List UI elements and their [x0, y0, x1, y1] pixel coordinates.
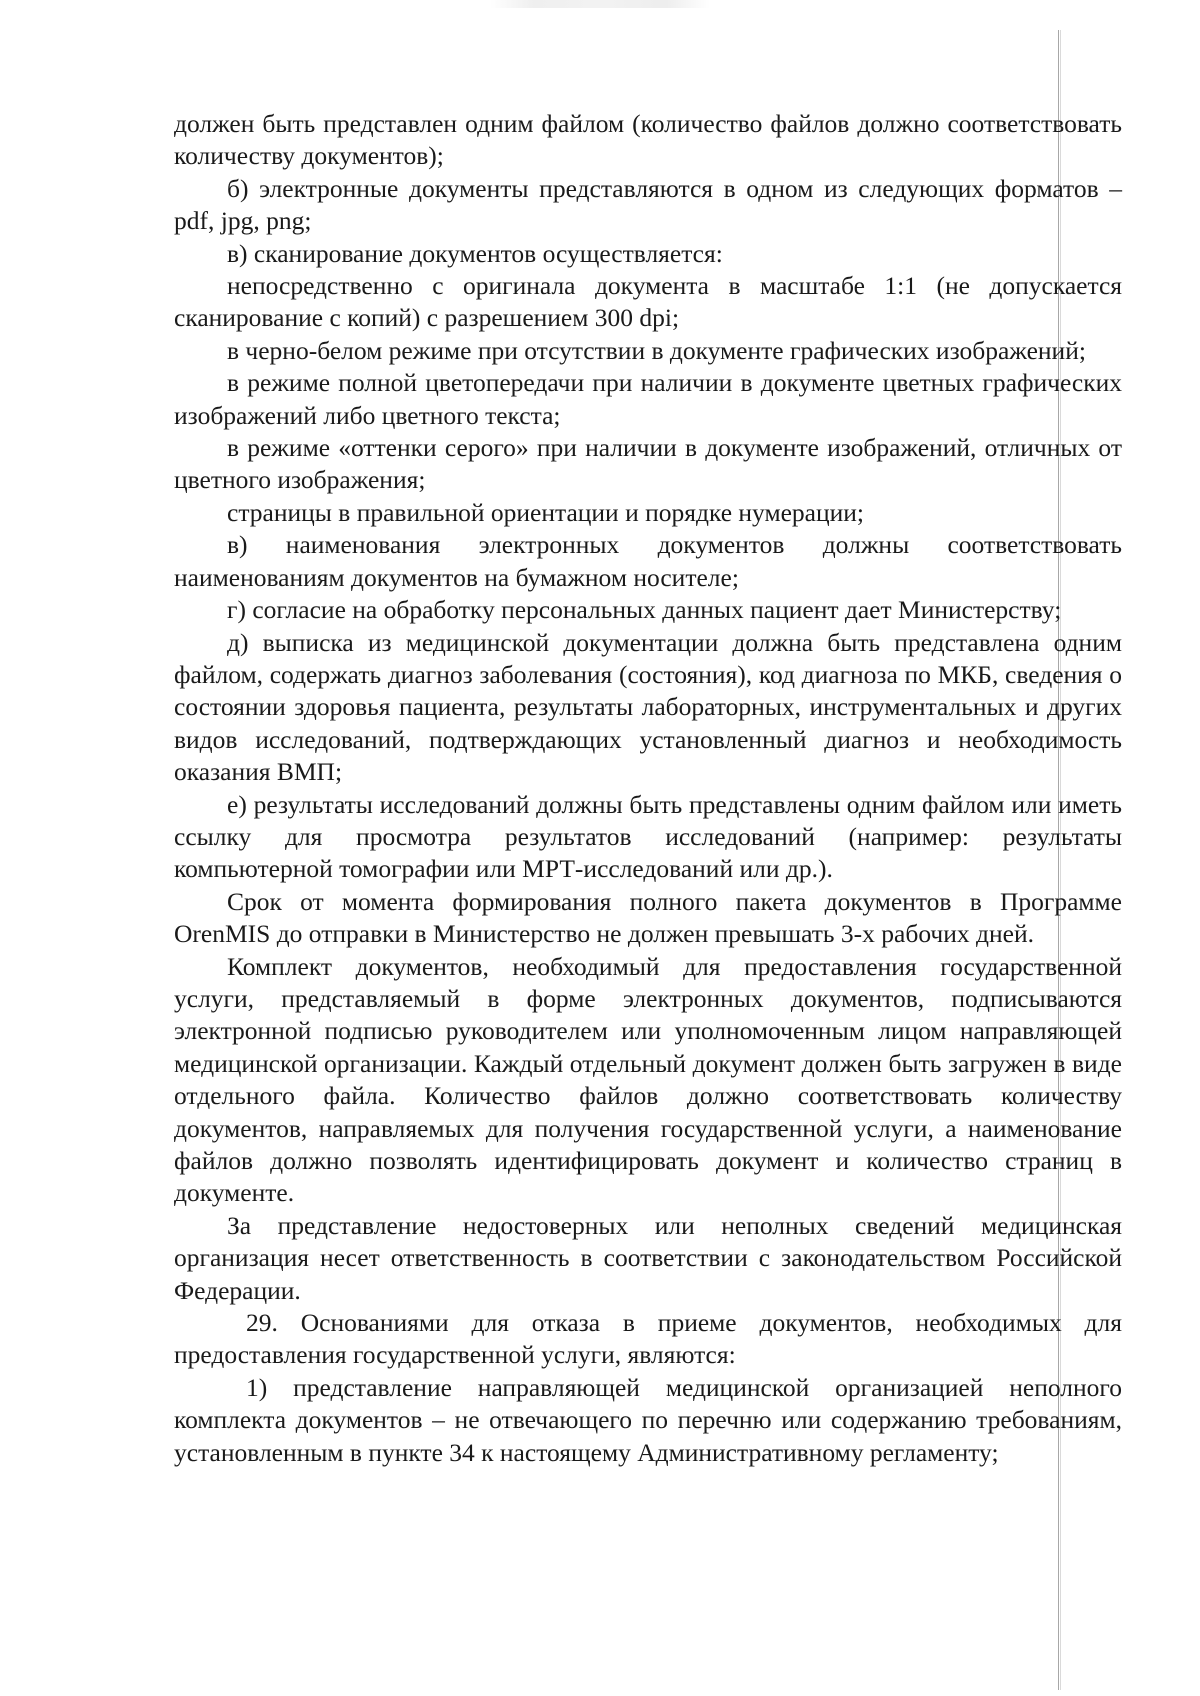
- paragraph-deadline: Срок от момента формирования полного пакета документов в Программе OrenMIS до отправки в Министерство не должен превышать 3-х рабочих дней.: [174, 886, 1122, 949]
- scan-artifact-top: [490, 0, 710, 8]
- paragraph-scan-bw: в черно-белом режиме при отсутствии в документе графических изображений;: [227, 335, 1086, 365]
- paragraph-files-continuation: должен быть представлен одним файлом (количество файлов должно соответствовать количеству документов);: [174, 109, 1122, 171]
- paragraph-responsibility: За представление недостоверных или неполных сведений медицинская организация несет ответственность в соответствии с законодательством Российской Федерации.: [174, 1210, 1122, 1305]
- paragraph-scan-original: непосредственно с оригинала документа в масштабе 1:1 (не допускается сканирование с копий) с разрешением 300 dpi;: [174, 271, 1122, 333]
- document-body: [174, 108, 1122, 1469]
- paragraph-refusal-reason-1: 1) представление направляющей медицинской организацией неполного комплекта документов – не отвечающего по перечню или содержанию требованиям, установленным в пункте 34 к настоящему Административному регламенту;: [174, 1372, 1122, 1467]
- paragraph-section-29: 29. Основаниями для отказа в приеме документов, необходимых для предоставления государственной услуги, являются:: [174, 1308, 1122, 1370]
- paragraph-document-set: Комплект документов, необходимый для предоставления государственной услуги, представляемый в форме электронных документов, подписываются электронной подписью руководителем или уполномоченным лицом направляющей медицинской организации. Каждый отдельный документ должен быть загружен в виде отдельного файла. Количество файлов должно соответствовать количеству документов, направляемых для получения государственной услуги, а наименование файлов должно позволять идентифицировать документ и количество страниц в документе.: [174, 951, 1122, 1208]
- paragraph-item-e-results: е) результаты исследований должны быть представлены одним файлом или иметь ссылку для просмотра результатов исследований (например: результаты компьютерной томографии или МРТ-исследований или др.).: [174, 789, 1122, 884]
- paragraph-item-v-names: в) наименования электронных документов должны соответствовать наименованиям документов на бумажном носителе;: [174, 530, 1122, 592]
- paragraph-scan-color: в режиме полной цветопередачи при наличии в документе цветных графических изображений либо цветного текста;: [174, 368, 1122, 430]
- paragraph-item-g-consent: г) согласие на обработку персональных данных пациент дает Министерству;: [227, 595, 1062, 625]
- paragraph-item-d-extract: д) выписка из медицинской документации должна быть представлена одним файлом, содержать диагноз заболевания (состояния), код диагноза по МКБ, сведения о состоянии здоровья пациента, результаты лабораторных, инструментальных и других видов исследований, подтверждающих установленный диагноз и необходимость оказания ВМП;: [174, 627, 1122, 787]
- paragraph-item-b-formats: б) электронные документы представляются в одном из следующих форматов – pdf, jpg, png;: [174, 173, 1122, 236]
- paragraph-item-v-scanning: в) сканирование документов осуществляется:: [227, 238, 723, 268]
- paragraph-scan-grayscale: в режиме «оттенки серого» при наличии в документе изображений, отличных от цветного изображения;: [174, 433, 1122, 495]
- paragraph-scan-orientation: страницы в правильной ориентации и порядке нумерации;: [227, 497, 865, 527]
